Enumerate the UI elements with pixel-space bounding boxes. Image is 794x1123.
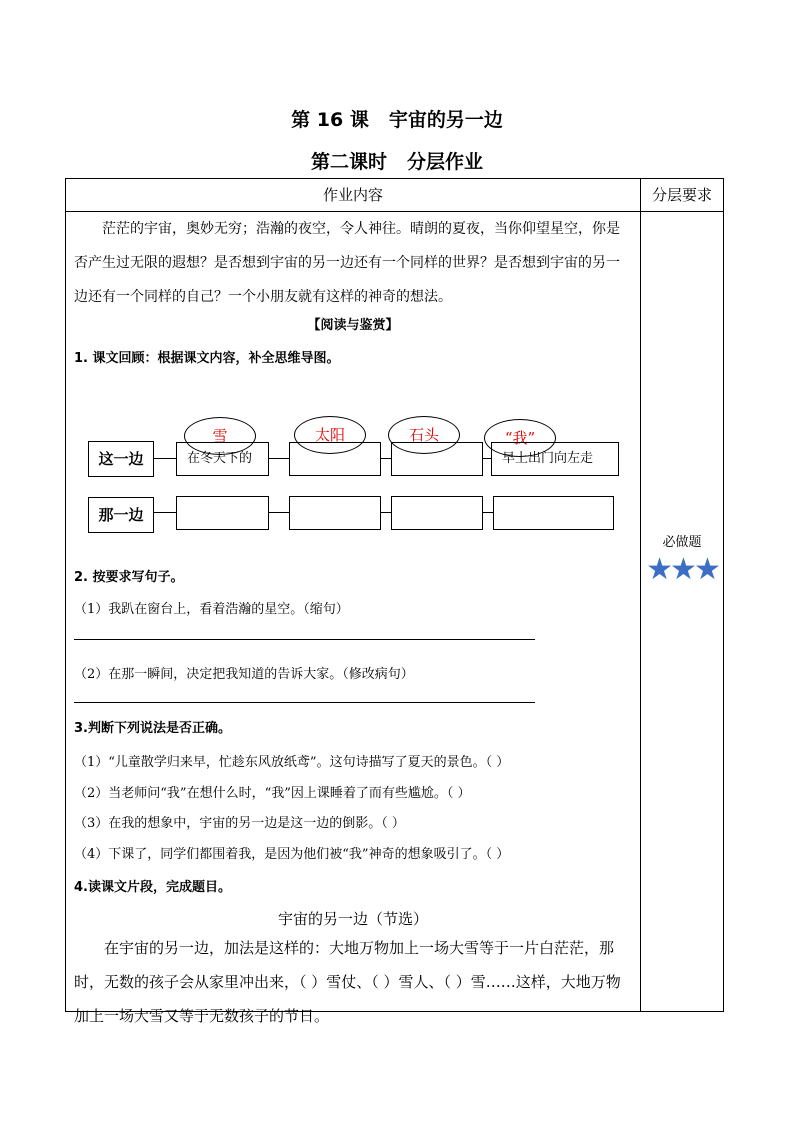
connector: [154, 458, 176, 459]
column-divider: [640, 179, 641, 1011]
connector: [483, 458, 491, 459]
question-3-title: 3.判断下列说法是否正确。: [74, 721, 231, 736]
row2-box-1[interactable]: [176, 496, 269, 530]
question-2-item-2: （2）在那一瞬间，决定把我知道的告诉大家。（修改病句）: [74, 667, 414, 682]
oval-sun: 太阳: [294, 416, 366, 454]
column-header-content: 作业内容: [322, 186, 383, 204]
label-this-side: 这一边: [88, 441, 154, 477]
row1-box-1: 在冬天下的: [176, 442, 269, 476]
oval-snow: 雪: [184, 417, 256, 455]
question-3-item-1: （1）“儿童散学归来早，忙趁东风放纸鸢”。这句诗描写了夏天的景色。（ ）: [74, 755, 510, 770]
connector: [154, 512, 176, 513]
question-3-item-3: （3）在我的想象中，宇宙的另一边是这一边的倒影。（ ）: [74, 816, 405, 831]
lesson-name: 宇宙的另一边: [388, 109, 503, 131]
row1-box-3[interactable]: [391, 442, 483, 476]
question-3-item-4: （4）下课了，同学们都围着我，是因为他们被“我”神奇的想象吸引了。（ ）: [74, 847, 510, 862]
star-rating-icon: ★★★: [646, 552, 718, 587]
row2-box-3[interactable]: [391, 496, 483, 530]
label-other-side: 那一边: [88, 497, 154, 533]
homework-table: [65, 178, 724, 1025]
connector: [381, 512, 391, 513]
section-heading: 【阅读与鉴赏】: [307, 318, 399, 333]
answer-line-2[interactable]: [74, 702, 535, 703]
row2-box-4[interactable]: [493, 496, 614, 530]
question-2-item-1: （1）我趴在窗台上，看着浩瀚的星空。（缩句）: [74, 602, 349, 617]
row1-box-2[interactable]: [289, 442, 381, 476]
period-label: 第二课时: [310, 151, 387, 173]
page-title: [0, 105, 794, 132]
intro-paragraph: 茫茫的宇宙，奥妙无穷；浩瀚的夜空，令人神往。晴朗的夏夜，当你仰望星空，你是否产生过无限的遐想？是否想到宇宙的另一边还有一个同样的世界？是否想到宇宙的另一边还有一个同样的自己？一个小朋友就有这样的神奇的想法。: [74, 221, 620, 305]
connector: [483, 512, 493, 513]
connector: [269, 458, 289, 459]
passage-text: 在宇宙的另一边，加法是这样的：大地万物加上一场大雪等于一片白茫茫，那时，无数的孩子会从家里冲出来，（ ）雪仗、（ ）雪人、（ ）雪……这样，大地万物加上一场大雪又等于无数孩子的节日。: [74, 939, 621, 1025]
oval-stone: 石头: [388, 416, 460, 454]
question-1-title: 1. 课文回顾：根据课文内容，补全思维导图。: [74, 351, 340, 366]
homework-type: 分层作业: [407, 151, 484, 173]
question-3-item-2: （2）当老师问“我”在想什么时，“我”因上课睡着了而有些尴尬。（ ）: [74, 786, 471, 801]
answer-line-1[interactable]: [74, 639, 535, 640]
lesson-number: 第 16 课: [291, 109, 369, 131]
page-subtitle: [0, 147, 794, 174]
row1-box-4: 早上出门向左走: [491, 442, 619, 476]
question-2-title: 2. 按要求写句子。: [74, 570, 184, 585]
row2-box-2[interactable]: [289, 496, 381, 530]
connector: [381, 458, 391, 459]
connector: [269, 512, 289, 513]
oval-me: “我”: [484, 419, 556, 457]
requirement-label: 必做题: [662, 535, 702, 550]
column-header-requirement: 分层要求: [651, 186, 712, 204]
question-4-title: 4.读课文片段，完成题目。: [74, 880, 231, 895]
passage-title: 宇宙的另一边（节选）: [277, 910, 428, 928]
